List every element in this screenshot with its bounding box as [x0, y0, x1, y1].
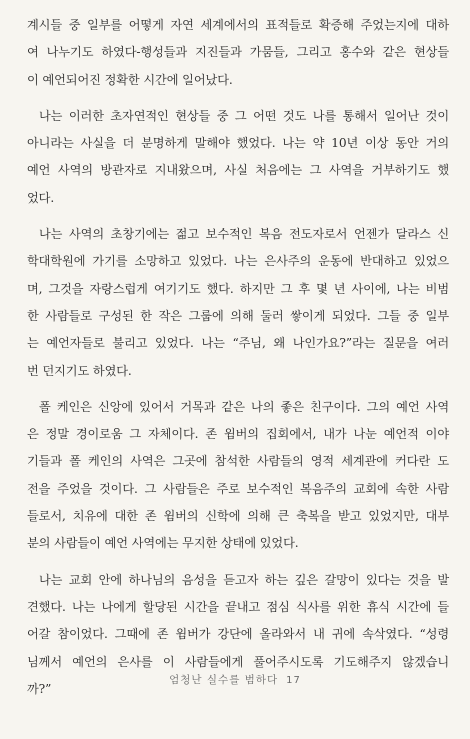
text-line: 님께서 예언의 은사를 이 사람들에게 풀어주시도록 기도해주지 않겠습니 [27, 654, 449, 669]
text-line: 폴 케인은 신앙에 있어서 거목과 같은 나의 좋은 친구이다. 그의 예언 사역 [39, 399, 449, 414]
text-line: 학대학원에 가기를 소망하고 있었다. 나는 은사주의 운동에 반대하고 있었으 [27, 254, 449, 269]
text-line: 들로서, 치유에 대한 존 윔버의 신학에 의해 큰 축복을 받고 있었지만, 대부 [27, 509, 449, 524]
text-line: 견했다. 나는 나에게 할당된 시간을 끝내고 점심 식사를 위한 휴식 시간에 들 [27, 599, 449, 614]
text-line: 은 정말 경이로움 그 자체이다. 존 윔버의 집회에서, 내가 나눈 예언적 이야 [27, 427, 449, 442]
text-line: 며, 그것을 자랑스럽게 여기기도 했다. 하지만 그 후 몇 년 사이에, 나는 비범 [27, 281, 449, 296]
text-line: 는 예언자들로 불리고 있었다. 나는 “주님, 왜 나인가요?”라는 질문을 여러 [27, 336, 449, 351]
text-line: 예언 사역의 방관자로 지내왔으며, 사실 처음에는 그 사역을 거부하기도 했 [27, 163, 449, 178]
text-line: 번 던지기도 하였다. [27, 363, 132, 378]
text-line: 었다. [27, 190, 55, 205]
running-title: 엄청난 실수를 범하다 [169, 674, 279, 686]
text-line: 아니라는 사실을 더 분명하게 말해야 했었다. 나는 약 10년 이상 동안 거의 [27, 136, 449, 151]
text-line: 전을 주었을 것이다. 그 사람들은 주로 보수적인 복음주의 교회에 속한 사람 [27, 481, 449, 496]
text-line: 분의 사람들이 예언 사역에는 무지한 상태에 있었다. [27, 536, 299, 551]
text-line: 나는 사역의 초창기에는 젊고 보수적인 복음 전도자로서 언젠가 달라스 신 [39, 227, 449, 242]
text-line: 여 나누기도 하였다-행성들과 지진들과 가뭄들, 그리고 홍수와 같은 현상들 [27, 45, 449, 60]
text-line: 어갈 참이었다. 그때에 존 윔버가 강단에 올라와서 내 귀에 속삭였다. “성령 [27, 627, 449, 642]
text-line: 기들과 폴 케인의 사역은 그곳에 참석한 사람들의 영적 세계관에 커다란 도 [27, 454, 449, 469]
text-line: 나는 교회 안에 하나님의 음성을 듣고자 하는 깊은 갈망이 있다는 것을 발 [39, 572, 449, 587]
text-line: 까?” [27, 681, 52, 696]
page-number: 17 [286, 675, 301, 686]
text-line: 한 사람들로 구성된 한 작은 그룹에 의해 둘러 쌓이게 되었다. 그들 중 일부 [27, 308, 449, 323]
text-line: 계시들 중 일부를 어떻게 자연 세계에서의 표적들로 확증해 주었는지에 대하 [27, 18, 449, 32]
text-line: 이 예언되어진 정확한 시간에 일어났다. [27, 72, 233, 87]
page-footer [0, 672, 470, 687]
body-text [27, 12, 449, 703]
text-line: 나는 이러한 초자연적인 현상들 중 그 어떤 것도 나를 통해서 일어난 것이 [39, 108, 449, 123]
